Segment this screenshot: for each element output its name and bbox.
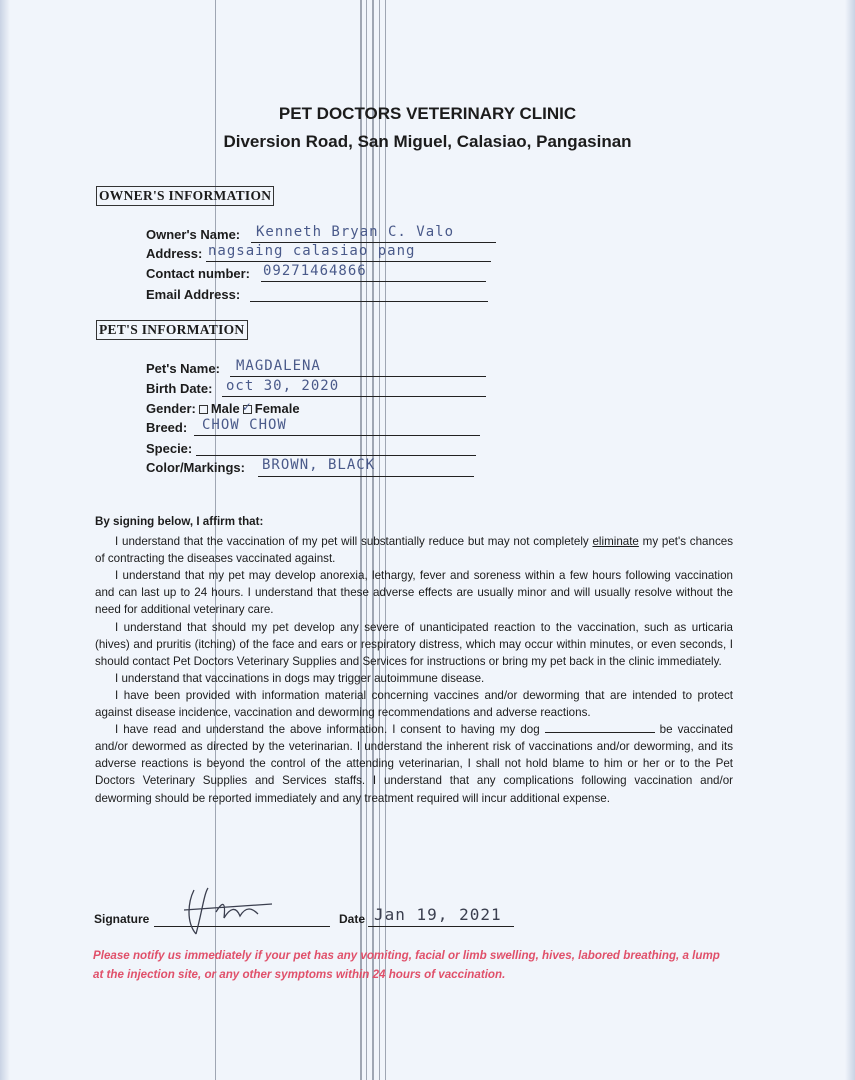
birth-date-value: oct 30, 2020	[226, 378, 340, 394]
affirmation-paragraph: I understand that my pet may develop anorexia, lethargy, fever and soreness within a few hours following vaccination and can last up to 24 hours. I understand that these adverse effects are usually minor and will usually resolve without the need for additional veterinary care.	[95, 569, 733, 617]
field-label: Pet's Name:	[146, 361, 220, 376]
contact-number-value: 09271464866	[263, 263, 367, 279]
date-line	[368, 926, 514, 927]
underlined-word: eliminate	[592, 535, 639, 549]
field-line	[261, 281, 486, 282]
field-line	[258, 476, 474, 477]
signature-mark	[174, 882, 284, 942]
color-markings-field	[146, 457, 474, 478]
field-line	[194, 435, 480, 436]
field-line	[250, 301, 488, 302]
field-label: Color/Markings:	[146, 460, 245, 475]
field-label: Owner's Name:	[146, 227, 241, 242]
affirmation-paragraph: I understand that vaccinations in dogs may trigger autoimmune disease.	[115, 671, 485, 685]
breed-value: CHOW CHOW	[202, 417, 287, 433]
email-field	[146, 287, 488, 305]
field-line	[196, 455, 476, 456]
signature-label: Signature	[94, 912, 150, 926]
field-label: Breed:	[146, 420, 188, 435]
scan-shadow	[845, 0, 855, 1080]
gender-field	[146, 401, 486, 419]
affirmation-text	[95, 513, 733, 807]
field-label: Specie:	[146, 441, 193, 456]
field-label: Contact number:	[146, 266, 250, 281]
field-line	[230, 376, 486, 377]
female-checkbox[interactable]	[241, 399, 252, 414]
field-line	[222, 396, 486, 397]
owner-section-heading: OWNER'S INFORMATION	[96, 186, 274, 206]
affirmation-paragraph: I understand that the vaccination of my pet will substantially reduce but may not completely eliminate my pet's chances of contracting the diseases vaccinated against.	[95, 535, 733, 566]
pet-name-value: MAGDALENA	[236, 358, 321, 374]
male-option-label: Male	[210, 401, 240, 416]
contact-number-field	[146, 263, 486, 284]
signature-row	[94, 904, 524, 944]
field-label: Email Address:	[146, 287, 241, 302]
owner-address-value: nagsaing calasiao pang	[208, 243, 416, 259]
pet-section-heading: PET'S INFORMATION	[96, 320, 248, 340]
field-label	[146, 401, 300, 416]
field-line	[206, 261, 491, 262]
female-option-label: Female	[254, 401, 300, 416]
gender-label: Gender:	[146, 401, 196, 416]
breed-field	[146, 417, 480, 438]
clinic-name: PET DOCTORS VETERINARY CLINIC	[278, 104, 577, 123]
field-label: Address:	[146, 246, 203, 261]
birth-date-field	[146, 378, 486, 399]
date-label: Date	[339, 912, 366, 926]
affirmation-paragraph: I have read and understand the above information. I consent to having my dog be vaccinated and/or dewormed as directed by the veterinarian. I understand the inherent risk of vaccinations and/or deworming, and its adverse reactions is beyond the control of the attending veterinarian, I shall not hold blame to him or her or to the Pet Doctors Veterinary Supplies and Services staffs. I understand that any complications following vaccination and/or deworming should be reported immediately and any treatment required will incur additional expense.	[95, 723, 733, 805]
affirmation-paragraph: I understand that should my pet develop any severe of unanticipated reaction to the vaccination, such as urticaria (hives) and pruritis (itching) of the face and ears or respiratory distress, which may occur within minutes, or even seconds, I should contact Pet Doctors Veterinary Supplies and Services for instructions or bring my pet back in the clinic immediately.	[95, 620, 733, 668]
affirmation-paragraph: I have been provided with information material concerning vaccines and/or deworming that are intended to protect against disease incidence, vaccination and deworming recommendations and adverse reactions.	[95, 688, 733, 720]
owner-name-value: Kenneth Bryan C. Valo	[256, 224, 455, 240]
clinic-address: Diversion Road, San Miguel, Calasiao, Pangasinan	[223, 132, 632, 151]
dog-name-blank	[545, 722, 655, 733]
scan-shadow	[0, 0, 10, 1080]
check-mark-icon: ✓	[241, 399, 252, 414]
field-label: Birth Date:	[146, 381, 213, 396]
pet-name-field	[146, 358, 486, 379]
notice-text: Please notify us immediately if your pet has any vomiting, facial or limb swelling, hives, labored breathing, a lump at the injection site, or any other symptoms within 24 hours of vaccination.	[93, 949, 720, 981]
affirmation-lead: By signing below, I affirm that:	[95, 515, 264, 528]
owner-address-field	[146, 243, 491, 264]
male-checkbox[interactable]	[199, 405, 208, 414]
date-value: Jan 19, 2021	[374, 905, 502, 924]
color-markings-value: BROWN, BLACK	[262, 457, 376, 473]
